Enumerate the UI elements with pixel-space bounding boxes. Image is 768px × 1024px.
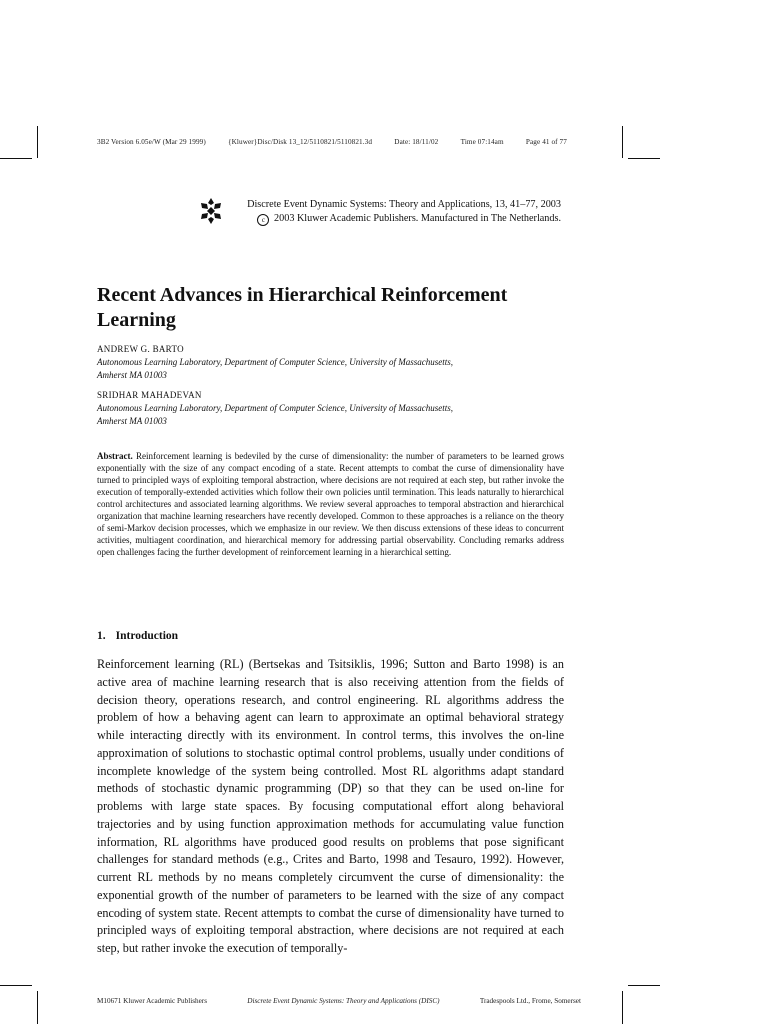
affiliation-line: Autonomous Learning Laboratory, Department of Computer Science, University of Massachusetts, — [97, 357, 453, 367]
copyright-symbol: c — [257, 214, 269, 226]
typesetting-footer — [97, 997, 581, 1005]
journal-copyright-line — [247, 212, 561, 226]
header-date: Date: 18/11/02 — [394, 138, 439, 146]
header-time: Time 07:14am — [460, 138, 504, 146]
author-block — [97, 343, 567, 382]
header-version: 3B2 Version 6.05e/W (Mar 29 1999) — [97, 138, 206, 146]
crop-mark-top-left-horizontal — [0, 158, 32, 159]
copyright-text: 2003 Kluwer Academic Publishers. Manufactured in The Netherlands. — [274, 213, 561, 224]
abstract-text: Reinforcement learning is bedeviled by the curse of dimensionality: the number of parameters to be learned grows exponentially with the size of any compact encoding of a state. Recent attempts to combat the curse of dimensionality have turned to principled ways of exploiting temporal abstraction, where decisions are not required at each step, but rather invoke the execution of temporally-extended activities which follow their own policies until termination. This leads naturally to hierarchical control architectures and associated learning algorithms. We review several approaches to temporal abstraction and hierarchical organization that machine learning researchers have recently developed. Common to these approaches is a reliance on the theory of semi-Markov decision processes, which we emphasize in our review. We then discuss extensions of these ideas to concurrent activities, multiagent coordination, and hierarchical memory for addressing partial observability. Concluding remarks address open challenges facing the further development of reinforcement learning in a hierarchical setting. — [97, 451, 564, 557]
section-number: 1. — [97, 630, 106, 642]
author-affiliation — [97, 356, 567, 382]
abstract-label: Abstract. — [97, 451, 133, 461]
crop-mark-top-right-horizontal — [628, 158, 660, 159]
journal-citation — [247, 198, 561, 226]
footer-publisher: M10671 Kluwer Academic Publishers — [97, 997, 207, 1005]
footer-journal: Discrete Event Dynamic Systems: Theory and Applications (DISC) — [247, 997, 440, 1005]
header-page: Page 41 of 77 — [525, 138, 567, 146]
header-path: {Kluwer}Disc/Disk 13_12/5110821/5110821.3d — [228, 138, 373, 146]
crop-mark-top-left-vertical — [37, 126, 38, 158]
paper-title: Recent Advances in Hierarchical Reinforcement Learning — [97, 284, 508, 331]
author-name: SRIDHAR MAHADEVAN — [97, 390, 202, 400]
crop-mark-top-right-vertical — [622, 126, 623, 158]
kluwer-logo-icon — [199, 197, 223, 225]
affiliation-line: Amherst MA 01003 — [97, 370, 167, 380]
crop-mark-bottom-right-horizontal — [628, 985, 660, 986]
abstract — [97, 450, 564, 558]
crop-mark-bottom-right-vertical — [622, 991, 623, 1024]
crop-mark-bottom-left-vertical — [37, 991, 38, 1024]
section-heading — [97, 630, 178, 642]
author-affiliation — [97, 402, 567, 428]
journal-citation-line: Discrete Event Dynamic Systems: Theory and Applications, 13, 41–77, 2003 — [247, 199, 561, 210]
typesetting-header — [97, 138, 567, 146]
affiliation-line: Autonomous Learning Laboratory, Department of Computer Science, University of Massachusetts, — [97, 403, 453, 413]
footer-typesetter: Tradespools Ltd., Frome, Somerset — [479, 997, 581, 1005]
introduction-paragraph: Reinforcement learning (RL) (Bertsekas and Tsitsiklis, 1996; Sutton and Barto 1998) is an active area of machine learning research that is also receiving attention from the fields of decision theory, operations research, and control engineering. RL algorithms address the problem of how a behaving agent can learn to approximate an optimal behavioral strategy while interacting directly with its environment. In control terms, this involves the on-line approximation of solutions to stochastic optimal control problems, usually under conditions of incomplete knowledge of the system being controlled. Most RL algorithms adapt standard methods of stochastic dynamic programming (DP) so that they can be used on-line for problems with large state spaces. By focusing computational effort along behavioral trajectories and by using function approximation methods for accumulating value function information, RL algorithms have produced good results on problems that pose significant challenges for standard methods (e.g., Crites and Barto, 1998 and Tesauro, 1992). However, current RL methods by no means completely circumvent the curse of dimensionality: the exponential growth of the number of parameters to be learned with the size of any compact encoding of system state. Recent attempts to combat the curse of dimensionality have turned to principled ways of exploiting temporal abstraction, where decisions are not required at each step, but rather invoke the execution of temporally- — [97, 657, 564, 955]
crop-mark-bottom-left-horizontal — [0, 985, 32, 986]
section-title: Introduction — [115, 630, 179, 642]
author-name: ANDREW G. BARTO — [97, 344, 184, 354]
author-block — [97, 389, 567, 428]
affiliation-line: Amherst MA 01003 — [97, 416, 167, 426]
